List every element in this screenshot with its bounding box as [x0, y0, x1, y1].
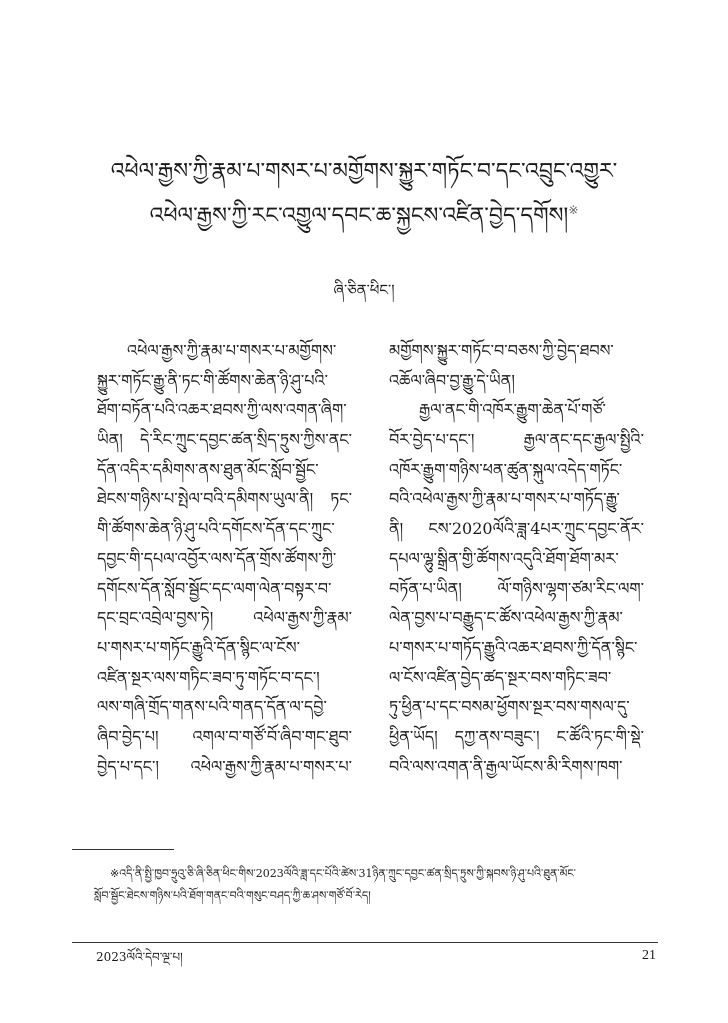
left-line-13: ལས་གཞི་གྲོད་གནས་པའི་གནད་དོན་ལ་དབྱེ་: [97, 697, 327, 717]
left-line-14: ཞིབ་བྱེད་པ། འགལ་བ་གཙོ་བོ་ཞིབ་གང་ཐུབ་: [97, 726, 352, 746]
running-footer: 2023ལོའི་དེབ་ལྔ་པ།: [96, 950, 183, 964]
left-line-15: བྱེད་པ་དང་། འཕེལ་རྒྱས་ཀྱི་རྣམ་པ་གསར་པ་: [97, 756, 352, 776]
left-line-2: སྐྱུར་གཏོང་རྒྱུ་ནི་ཏང་གི་ཚོགས་ཆེན་ཉི་ཤུ་པའི་: [97, 370, 328, 390]
left-line-4: ཡིན། དེ་རིང་ཀྲུང་དབྱང་ཚན་སྲིད་ཏྲུས་ཀྱིས་ནང་: [97, 430, 352, 450]
left-line-6: ཐེངས་གཉིས་པ་སྤེལ་བའི་དམིགས་ཡུལ་ནི། ཏང་: [97, 489, 352, 509]
left-line-8: དབྱང་གི་དཔལ་འབྱོར་ལས་དོན་གྲོས་ཚོགས་ཀྱི་: [97, 548, 337, 568]
footnote-divider: [72, 849, 174, 850]
right-line-1: མགྱོགས་སྐྱུར་གཏོང་བ་བཅས་ཀྱི་བྱེད་ཐབས་: [389, 341, 614, 360]
right-line-10: ལེན་བྱས་པ་བརྒྱུད་ང་ཚོས་འཕེལ་རྒྱས་ཀྱི་རྣམ་: [389, 608, 623, 628]
right-line-8: དཔལ་ལྷུ་སྒྲིན་གྱི་ཚོགས་འདུའི་ཐོག་ཐོག་མར་: [389, 548, 619, 568]
left-line-12: འཛིན་སྔར་ལས་གཏིང་ཟབ་ཏུ་གཏོང་བ་དང་།: [97, 667, 320, 687]
right-column: [389, 336, 644, 781]
right-line-14: ཕྱིན་ཡོད། དཀྱ་ནས་བཟུང་། ང་ཚོའི་ཏང་གི་སྡེ་: [389, 726, 644, 746]
title-line-1-text: འཕེལ་རྒྱས་ཀྱི་རྣམ་པ་གསར་པ་མགྱོགས་སྐྱུར་གཏོང་བ་དང་འབྲུང་འགྱུར་: [110, 159, 618, 184]
right-line-12: ལ་ངོས་འཛིན་བྱེད་ཚད་སྔར་བས་གཏིང་ཟབ་: [389, 667, 612, 687]
left-line-3: ཐོག་བཏོན་པའི་འཆར་ཐབས་ཀྱི་ལས་འགན་ཞིག་: [97, 400, 347, 420]
title-line-2-text: འཕེལ་རྒྱས་ཀྱི་རང་འགྱུལ་དབང་ཆ་སྐྱངས་འཛིན་བྱེད་དགོས།: [149, 203, 569, 229]
footer-rule: [72, 942, 658, 943]
left-column: [97, 336, 352, 781]
left-line-10: དང་བྲང་འབྲེལ་བྱས་ཏེ། འཕེལ་རྒྱས་ཀྱི་རྣམ་: [97, 608, 352, 628]
right-line-4: བོར་བྱེད་པ་དང་། རྒྱལ་ནང་དང་རྒྱལ་སྤྱིའི་: [389, 430, 644, 450]
right-line-11: པ་གསར་པ་གཏོད་རྒྱུའི་འཆར་ཐབས་ཀྱི་དོན་སྙིང་: [389, 637, 638, 657]
right-line-9: བཏོན་པ་ཡིན། ལོ་གཉིས་ལྷག་ཙམ་རིང་ལག་: [389, 578, 644, 598]
right-line-2: འཆོལ་ཞིབ་བྱ་རྒྱུ་དེ་ཡིན།: [389, 370, 515, 390]
title-line-2: [40, 194, 688, 232]
title-note-mark: ※: [568, 203, 579, 217]
page-number: 21: [642, 948, 656, 963]
left-line-9: དགོངས་དོན་སློབ་སྦྱོང་དང་ལག་ལེན་བསྟར་བ་: [97, 578, 332, 598]
right-line-3: རྒྱལ་ནང་གི་འཁོར་རྒྱུག་ཆེན་པོ་གཙོ་: [419, 400, 606, 420]
right-line-7: ནི། ངས་2020ལོའི་ཟླ་4པར་ཀྲུང་དབྱང་ནོར་: [389, 519, 644, 539]
right-line-5: འཁོར་རྒྱུག་གཉིས་ཕན་ཚུན་སྐུལ་འདེད་གཏོང་: [389, 459, 623, 479]
left-line-7: གི་ཚོགས་ཆེན་ཉི་ཤུ་པའི་དགོངས་དོན་དང་ཀྲུང་: [97, 519, 335, 539]
right-line-6: བའི་འཕེལ་རྒྱས་ཀྱི་རྣམ་པ་གསར་པ་གཏོད་རྒྱུ་: [389, 489, 620, 509]
footnote-line-2: སློབ་སྦྱོང་ཐེངས་གཉིས་པའི་ཐོག་གནང་བའི་གསུང་བཤད་ཀྱི་ཆ་ཤས་གཙོ་བོ་རེད།: [94, 889, 371, 902]
left-line-1: འཕེལ་རྒྱས་ཀྱི་རྣམ་པ་གསར་པ་མགྱོགས་: [127, 341, 337, 360]
author-name: ཞི་ཅིན་ཕིང་།: [333, 281, 395, 299]
footnote-line-1: ※འདི་ནི་སྤྱི་ཁྱབ་ཧྲུའུ་ཅི་ཞི་ཅིན་ཕིང་གིས་2023ལོའི་ཟླ་དང་པོའི་ཚེས་31ཉིན་ཀྲུང་དབྱང་ཚན་སྲིད་ཏྲུས་ཀྱི་སྐབས་ཉི་ཤུ་པའི་ཐུན་མོང་: [110, 867, 576, 880]
right-line-15: བའི་ལས་འགན་ནི་རྒྱལ་ཡོངས་མི་རིགས་ཁག་: [389, 756, 623, 776]
title-line-1: [40, 156, 688, 188]
left-line-11: པ་གསར་པ་གཏོང་རྒྱུའི་དོན་སྙིང་ལ་ངོས་: [97, 637, 300, 657]
left-line-5: དོན་འདིར་དམིགས་ནས་ཐུན་མོང་སློབ་སྦྱོང་: [97, 459, 319, 479]
right-line-13: ཏུ་ཕྱིན་པ་དང་བསམ་ཕྱོགས་སྔར་བས་གསལ་དུ་: [389, 697, 630, 717]
